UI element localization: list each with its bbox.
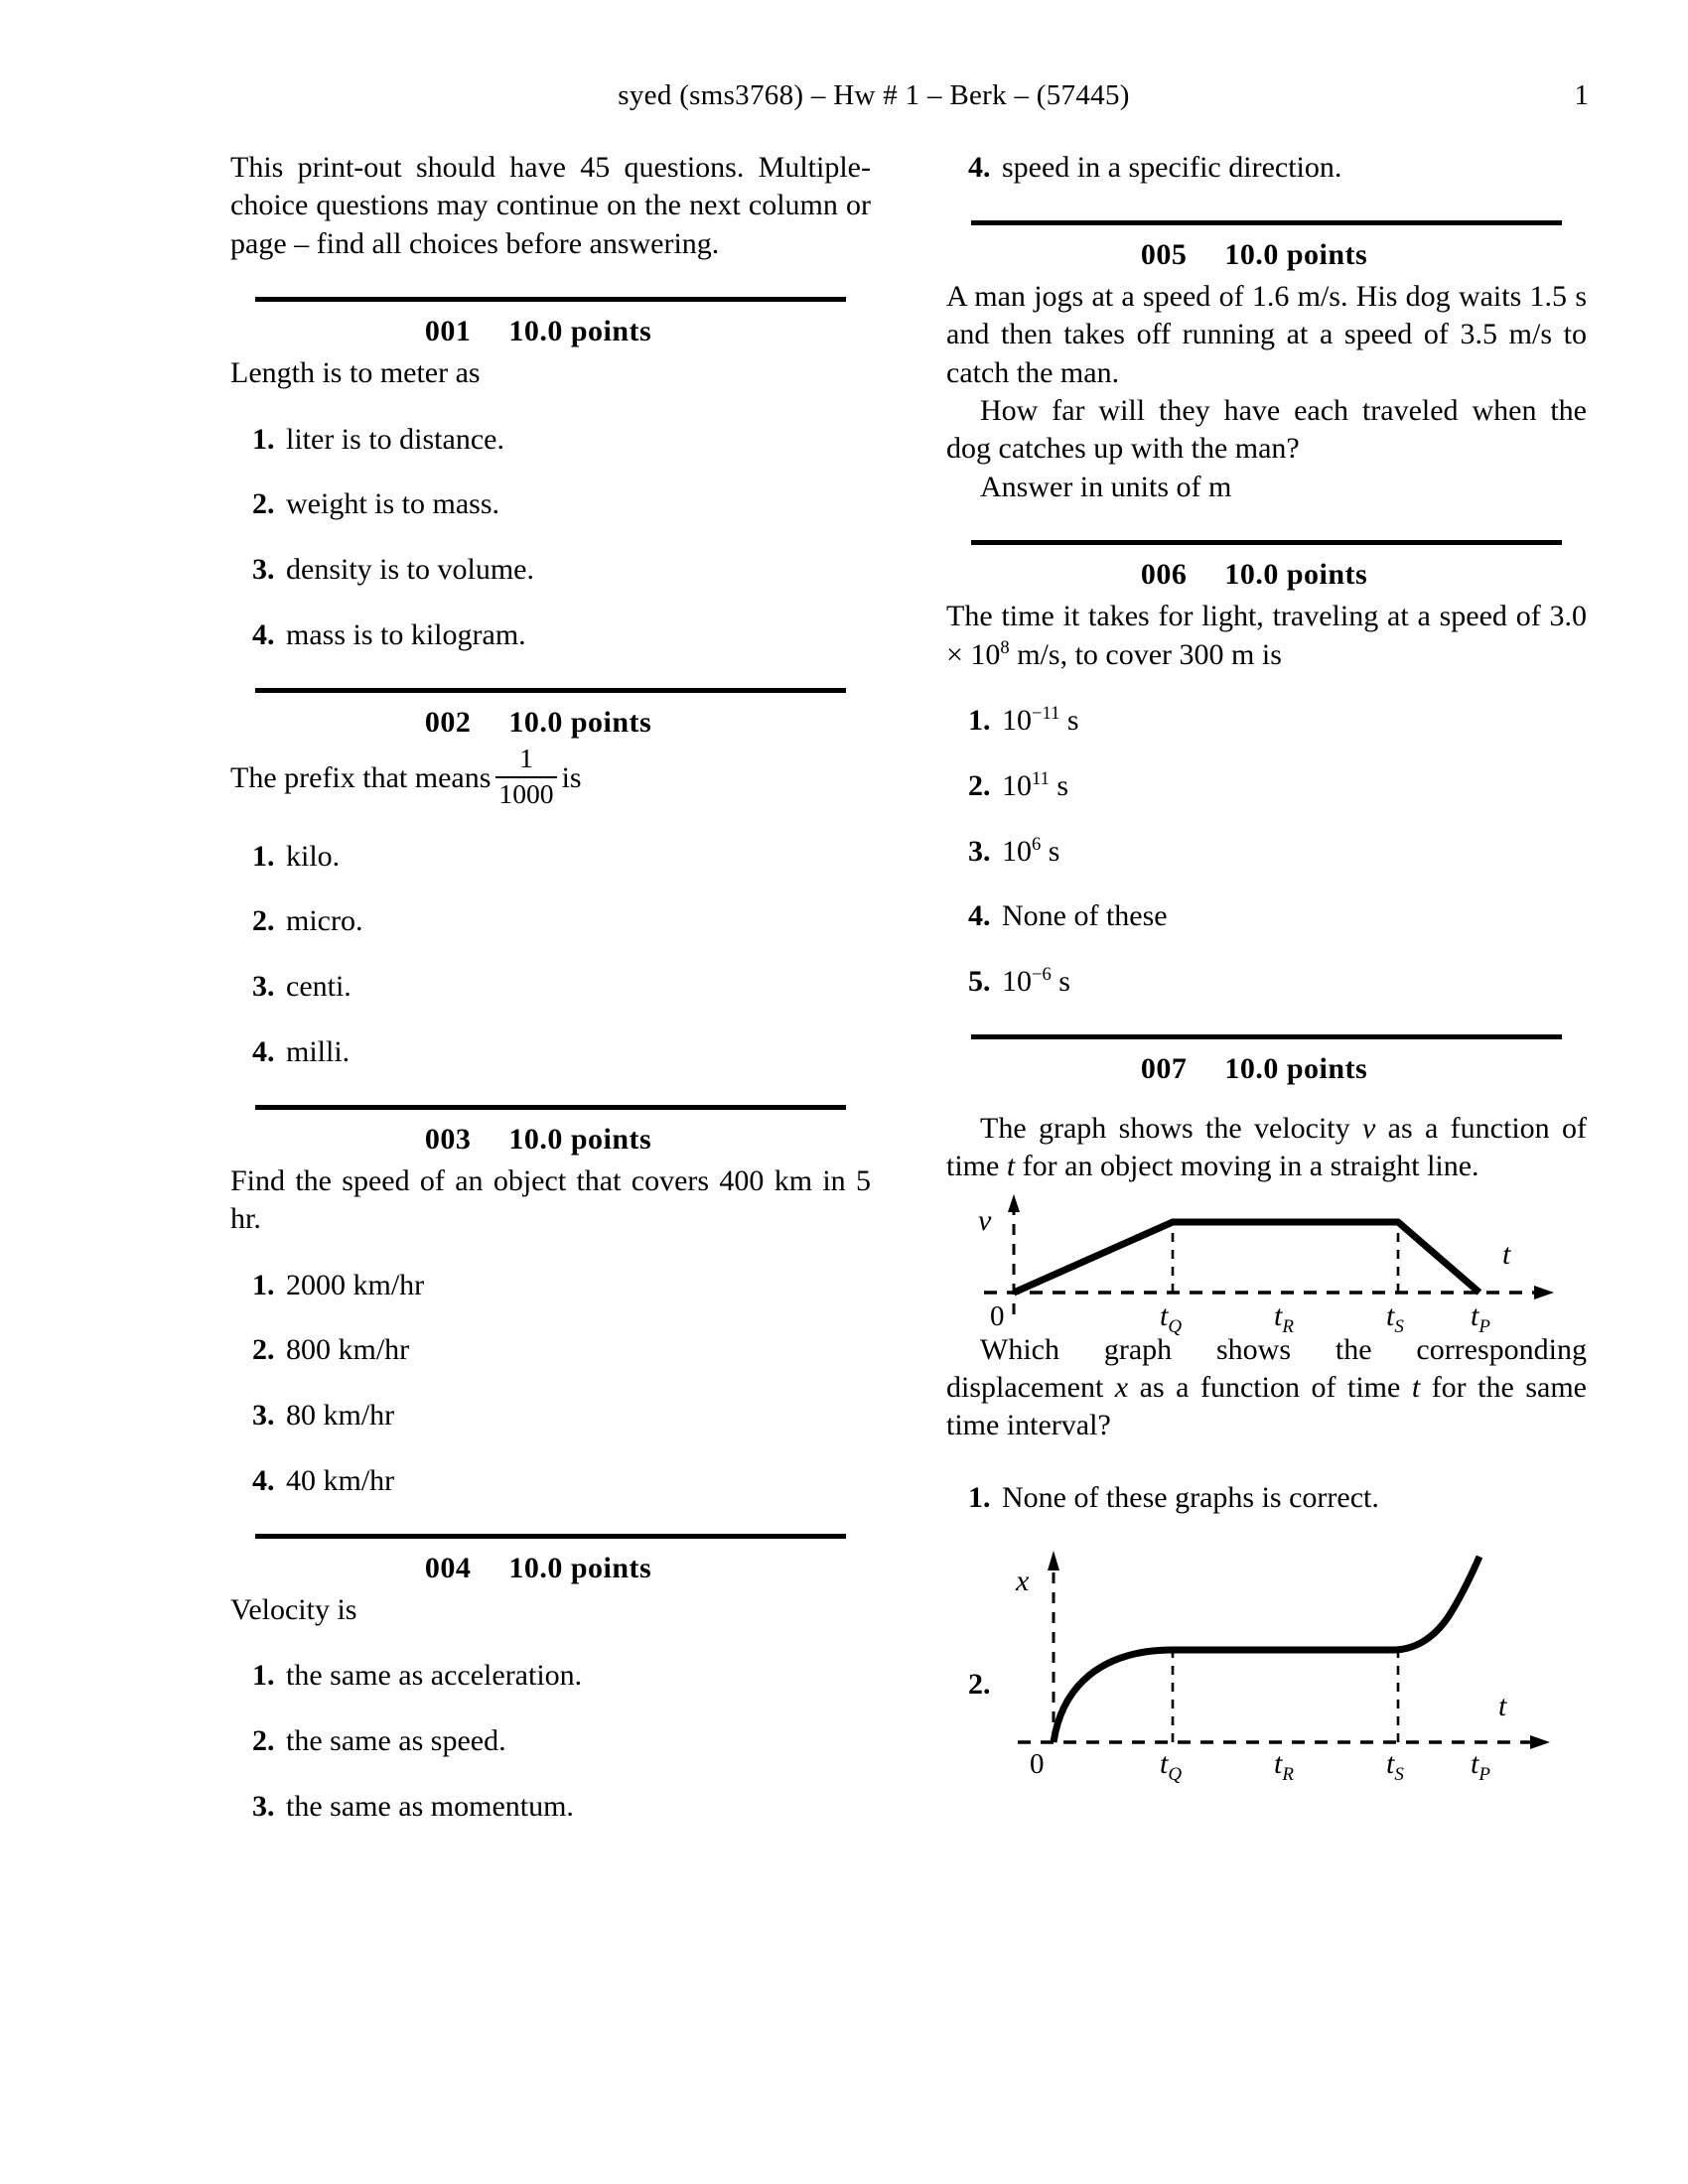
fraction-denominator: 1000 xyxy=(498,777,554,809)
choice-006-2[interactable] xyxy=(946,767,1587,805)
choice-unit: s xyxy=(1051,965,1070,999)
choice-002-1[interactable] xyxy=(230,838,871,876)
question-points-006: 10.0 points xyxy=(1224,558,1368,592)
choice-004-1[interactable] xyxy=(230,1657,871,1695)
displacement-time-graph-svg xyxy=(946,1541,1587,1785)
choice-number: 3. xyxy=(252,1399,275,1433)
question-points-004: 10.0 points xyxy=(508,1551,652,1584)
right-column xyxy=(946,149,1587,1785)
choice-text: 40 km/hr xyxy=(286,1464,395,1498)
choice-006-3[interactable] xyxy=(946,833,1587,871)
question-separator-003 xyxy=(230,1105,871,1110)
stem-text: as a function of time xyxy=(946,1111,1587,1183)
xtick-label-0: 0 xyxy=(1030,1747,1045,1780)
y-axis-label-x: x xyxy=(1016,1564,1030,1597)
choice-001-2[interactable] xyxy=(230,485,871,523)
choice-number: 2. xyxy=(252,904,275,938)
choice-exponent: 11 xyxy=(1032,767,1050,789)
choice-number: 4. xyxy=(968,899,991,933)
question-number-005: 005 xyxy=(1140,237,1188,271)
choice-002-3[interactable] xyxy=(230,968,871,1006)
choice-text: micro. xyxy=(286,904,363,938)
fraction-numerator: 1 xyxy=(519,742,533,773)
choice-base: 10 xyxy=(1002,768,1032,802)
choice-text: density is to volume. xyxy=(286,553,534,587)
left-column xyxy=(230,149,871,1826)
choice-base: 10 xyxy=(1002,965,1032,999)
question-points-003: 10.0 points xyxy=(508,1122,652,1156)
xtick-label-0: 0 xyxy=(990,1299,1005,1332)
velocity-curve xyxy=(1014,1222,1479,1293)
choice-number: 1. xyxy=(252,1268,275,1301)
choice-base: 10 xyxy=(1002,834,1032,868)
stem-text-before: The prefix that means xyxy=(230,760,492,794)
symbol-t: t xyxy=(1411,1371,1421,1405)
choice-003-4[interactable] xyxy=(230,1462,871,1500)
question-heading-002 xyxy=(230,706,846,740)
choice-unit: s xyxy=(1059,703,1079,737)
velocity-time-figure xyxy=(946,1190,1587,1337)
symbol-x: x xyxy=(1114,1371,1129,1405)
question-separator-001 xyxy=(230,297,871,302)
choice-text: the same as acceleration. xyxy=(286,1659,583,1693)
choice-number: 4. xyxy=(252,1464,275,1498)
question-heading-004 xyxy=(230,1552,846,1585)
choice-001-3[interactable] xyxy=(230,551,871,589)
choice-text: weight is to mass. xyxy=(286,487,499,521)
stem-text: The graph shows the velocity xyxy=(980,1111,1362,1145)
choice-text: the same as speed. xyxy=(286,1724,506,1758)
question-stem-005-part2: How far will they have each traveled when the dog catches up with the man? xyxy=(946,393,1587,466)
choice-unit: s xyxy=(1041,834,1060,868)
velocity-time-graph-svg xyxy=(946,1190,1587,1337)
xtick-label-tp: $t_P$ xyxy=(1471,1746,1490,1785)
question-number-002: 002 xyxy=(424,705,472,739)
choice-number: 2. xyxy=(252,1724,275,1758)
choice-006-5[interactable] xyxy=(946,963,1587,1001)
choice-text: 800 km/hr xyxy=(286,1333,410,1367)
xtick-label-tq: $t_Q$ xyxy=(1160,1298,1183,1337)
question-separator-007 xyxy=(946,1034,1587,1039)
choice-number: 3. xyxy=(968,834,991,868)
question-separator-005 xyxy=(946,220,1587,225)
choice-003-2[interactable] xyxy=(230,1331,871,1369)
choice-004-2[interactable] xyxy=(230,1722,871,1760)
page-header xyxy=(228,79,1589,119)
stem-exponent: 8 xyxy=(1000,636,1010,658)
choice-number: 1. xyxy=(252,1659,275,1693)
xtick-label-tr: $t_R$ xyxy=(1274,1298,1294,1337)
question-heading-005 xyxy=(946,238,1562,272)
choice-002-2[interactable] xyxy=(230,902,871,940)
question-stem-004: Velocity is xyxy=(230,1592,357,1626)
choice-number: 1. xyxy=(968,703,991,737)
question-points-007: 10.0 points xyxy=(1224,1051,1368,1085)
choice-number: 1. xyxy=(968,1480,991,1514)
xtick-label-tr: $t_R$ xyxy=(1274,1746,1294,1785)
symbol-v: v xyxy=(1362,1111,1376,1145)
symbol-t: t xyxy=(1006,1150,1016,1183)
choice-exponent: −6 xyxy=(1032,964,1052,986)
choice-004-4[interactable] xyxy=(946,149,1587,187)
choice-text: liter is to distance. xyxy=(286,422,504,456)
question-stem-005-part1: A man jogs at a speed of 1.6 m/s. His dog waits 1.5 s and then takes off running at a speed of 3.5 m/s to catch the man. xyxy=(946,279,1587,389)
xtick-label-ts: $t_S$ xyxy=(1386,1746,1404,1785)
question-heading-006 xyxy=(946,558,1562,592)
stem-text: for the same time interval? xyxy=(946,1371,1587,1442)
choice-number: 2. xyxy=(968,1667,991,1701)
question-stem-002 xyxy=(230,742,871,810)
choice-number: 2. xyxy=(968,768,991,802)
question-stem-006 xyxy=(946,598,1587,674)
y-axis-arrowhead xyxy=(1048,1551,1059,1570)
choice-text: 2000 km/hr xyxy=(286,1268,425,1301)
question-stem-007-part1 xyxy=(946,1110,1587,1186)
stem-text: as a function of time xyxy=(1128,1371,1412,1405)
choice-number: 2. xyxy=(252,487,275,521)
choice-text: kilo. xyxy=(286,839,341,873)
choice-number: 3. xyxy=(252,1789,275,1823)
question-heading-003 xyxy=(230,1123,846,1157)
stem-text: for an object moving in a straight line. xyxy=(1015,1150,1479,1183)
choice-exponent: 6 xyxy=(1032,833,1042,855)
question-stem-001: Length is to meter as xyxy=(230,356,481,390)
question-number-001: 001 xyxy=(424,315,472,348)
choice-004-3[interactable] xyxy=(230,1788,871,1826)
choice-base: 10 xyxy=(1002,703,1032,737)
choice-number: 4. xyxy=(252,1035,275,1069)
choice-006-4[interactable] xyxy=(946,897,1587,935)
choice-number: 4. xyxy=(252,617,275,651)
choice-number: 4. xyxy=(968,151,991,184)
displacement-time-figure[interactable] xyxy=(946,1541,1587,1785)
choice-001-4[interactable] xyxy=(230,616,871,654)
question-separator-002 xyxy=(230,688,871,693)
choice-unit: s xyxy=(1049,768,1069,802)
y-axis-label-v: v xyxy=(978,1203,992,1237)
question-points-002: 10.0 points xyxy=(508,705,652,739)
stem-text-after: is xyxy=(561,760,582,794)
question-stem-007-part2 xyxy=(946,1331,1587,1445)
stem-text-before: The time it takes for light, traveling at a speed of 3.0 × 10 xyxy=(946,600,1587,671)
choice-text: 80 km/hr xyxy=(286,1399,395,1433)
choice-text: milli. xyxy=(286,1035,351,1069)
choice-001-1[interactable] xyxy=(230,421,871,459)
question-heading-001 xyxy=(230,315,846,348)
question-number-006: 006 xyxy=(1140,558,1188,592)
xtick-label-tq: $t_Q$ xyxy=(1160,1746,1183,1785)
x-axis-label-t: t xyxy=(1502,1237,1511,1271)
choice-003-1[interactable] xyxy=(230,1267,871,1304)
choice-003-3[interactable] xyxy=(230,1397,871,1434)
choice-number: 1. xyxy=(252,839,275,873)
question-points-005: 10.0 points xyxy=(1224,237,1368,271)
choice-number: 1. xyxy=(252,422,275,456)
question-number-003: 003 xyxy=(424,1122,472,1156)
choice-number: 5. xyxy=(968,965,991,999)
x-axis-label-t: t xyxy=(1498,1689,1507,1722)
choice-number: 2. xyxy=(252,1333,275,1367)
x-axis-arrowhead xyxy=(1530,1735,1550,1749)
header-title: syed (sms3768) – Hw # 1 – Berk – (57445) xyxy=(618,79,1130,111)
displacement-curve xyxy=(1054,1557,1479,1742)
question-stem-005-answer-units: Answer in units of m xyxy=(980,470,1232,503)
y-axis-arrowhead xyxy=(1008,1194,1020,1212)
question-number-007: 007 xyxy=(1140,1051,1188,1085)
xtick-label-ts: $t_S$ xyxy=(1386,1298,1404,1337)
choice-number: 3. xyxy=(252,970,275,1004)
stem-text: Which graph shows the corresponding displacement xyxy=(946,1332,1587,1405)
choice-number: 3. xyxy=(252,553,275,587)
xtick-label-tp: $t_P$ xyxy=(1471,1298,1490,1337)
question-stem-003: Find the speed of an object that covers 400 km in 5 hr. xyxy=(230,1163,871,1236)
intro-paragraph: This print-out should have 45 questions. Multiple-choice questions may continue on the next column or page – find all choices before answering. xyxy=(230,151,871,260)
page-number: 1 xyxy=(1574,79,1589,111)
choice-text: speed in a specific direction. xyxy=(1002,151,1342,184)
choice-base: None of these xyxy=(1002,899,1168,933)
choice-006-1[interactable] xyxy=(946,702,1587,740)
question-separator-006 xyxy=(946,540,1587,545)
choice-002-4[interactable] xyxy=(230,1033,871,1071)
choice-007-1[interactable] xyxy=(946,1479,1587,1517)
fraction-one-over-thousand xyxy=(495,742,556,809)
choice-text: mass is to kilogram. xyxy=(286,617,526,651)
choice-text: centi. xyxy=(286,970,352,1004)
choice-text: None of these graphs is correct. xyxy=(1002,1480,1379,1514)
x-axis-arrowhead xyxy=(1534,1286,1554,1299)
choice-text: the same as momentum. xyxy=(286,1789,574,1823)
question-points-001: 10.0 points xyxy=(508,315,652,348)
question-number-004: 004 xyxy=(424,1551,472,1584)
stem-text-after: m/s, to cover 300 m is xyxy=(1009,637,1282,671)
question-separator-004 xyxy=(230,1534,871,1539)
choice-exponent: −11 xyxy=(1032,702,1060,724)
question-heading-007 xyxy=(946,1052,1562,1086)
